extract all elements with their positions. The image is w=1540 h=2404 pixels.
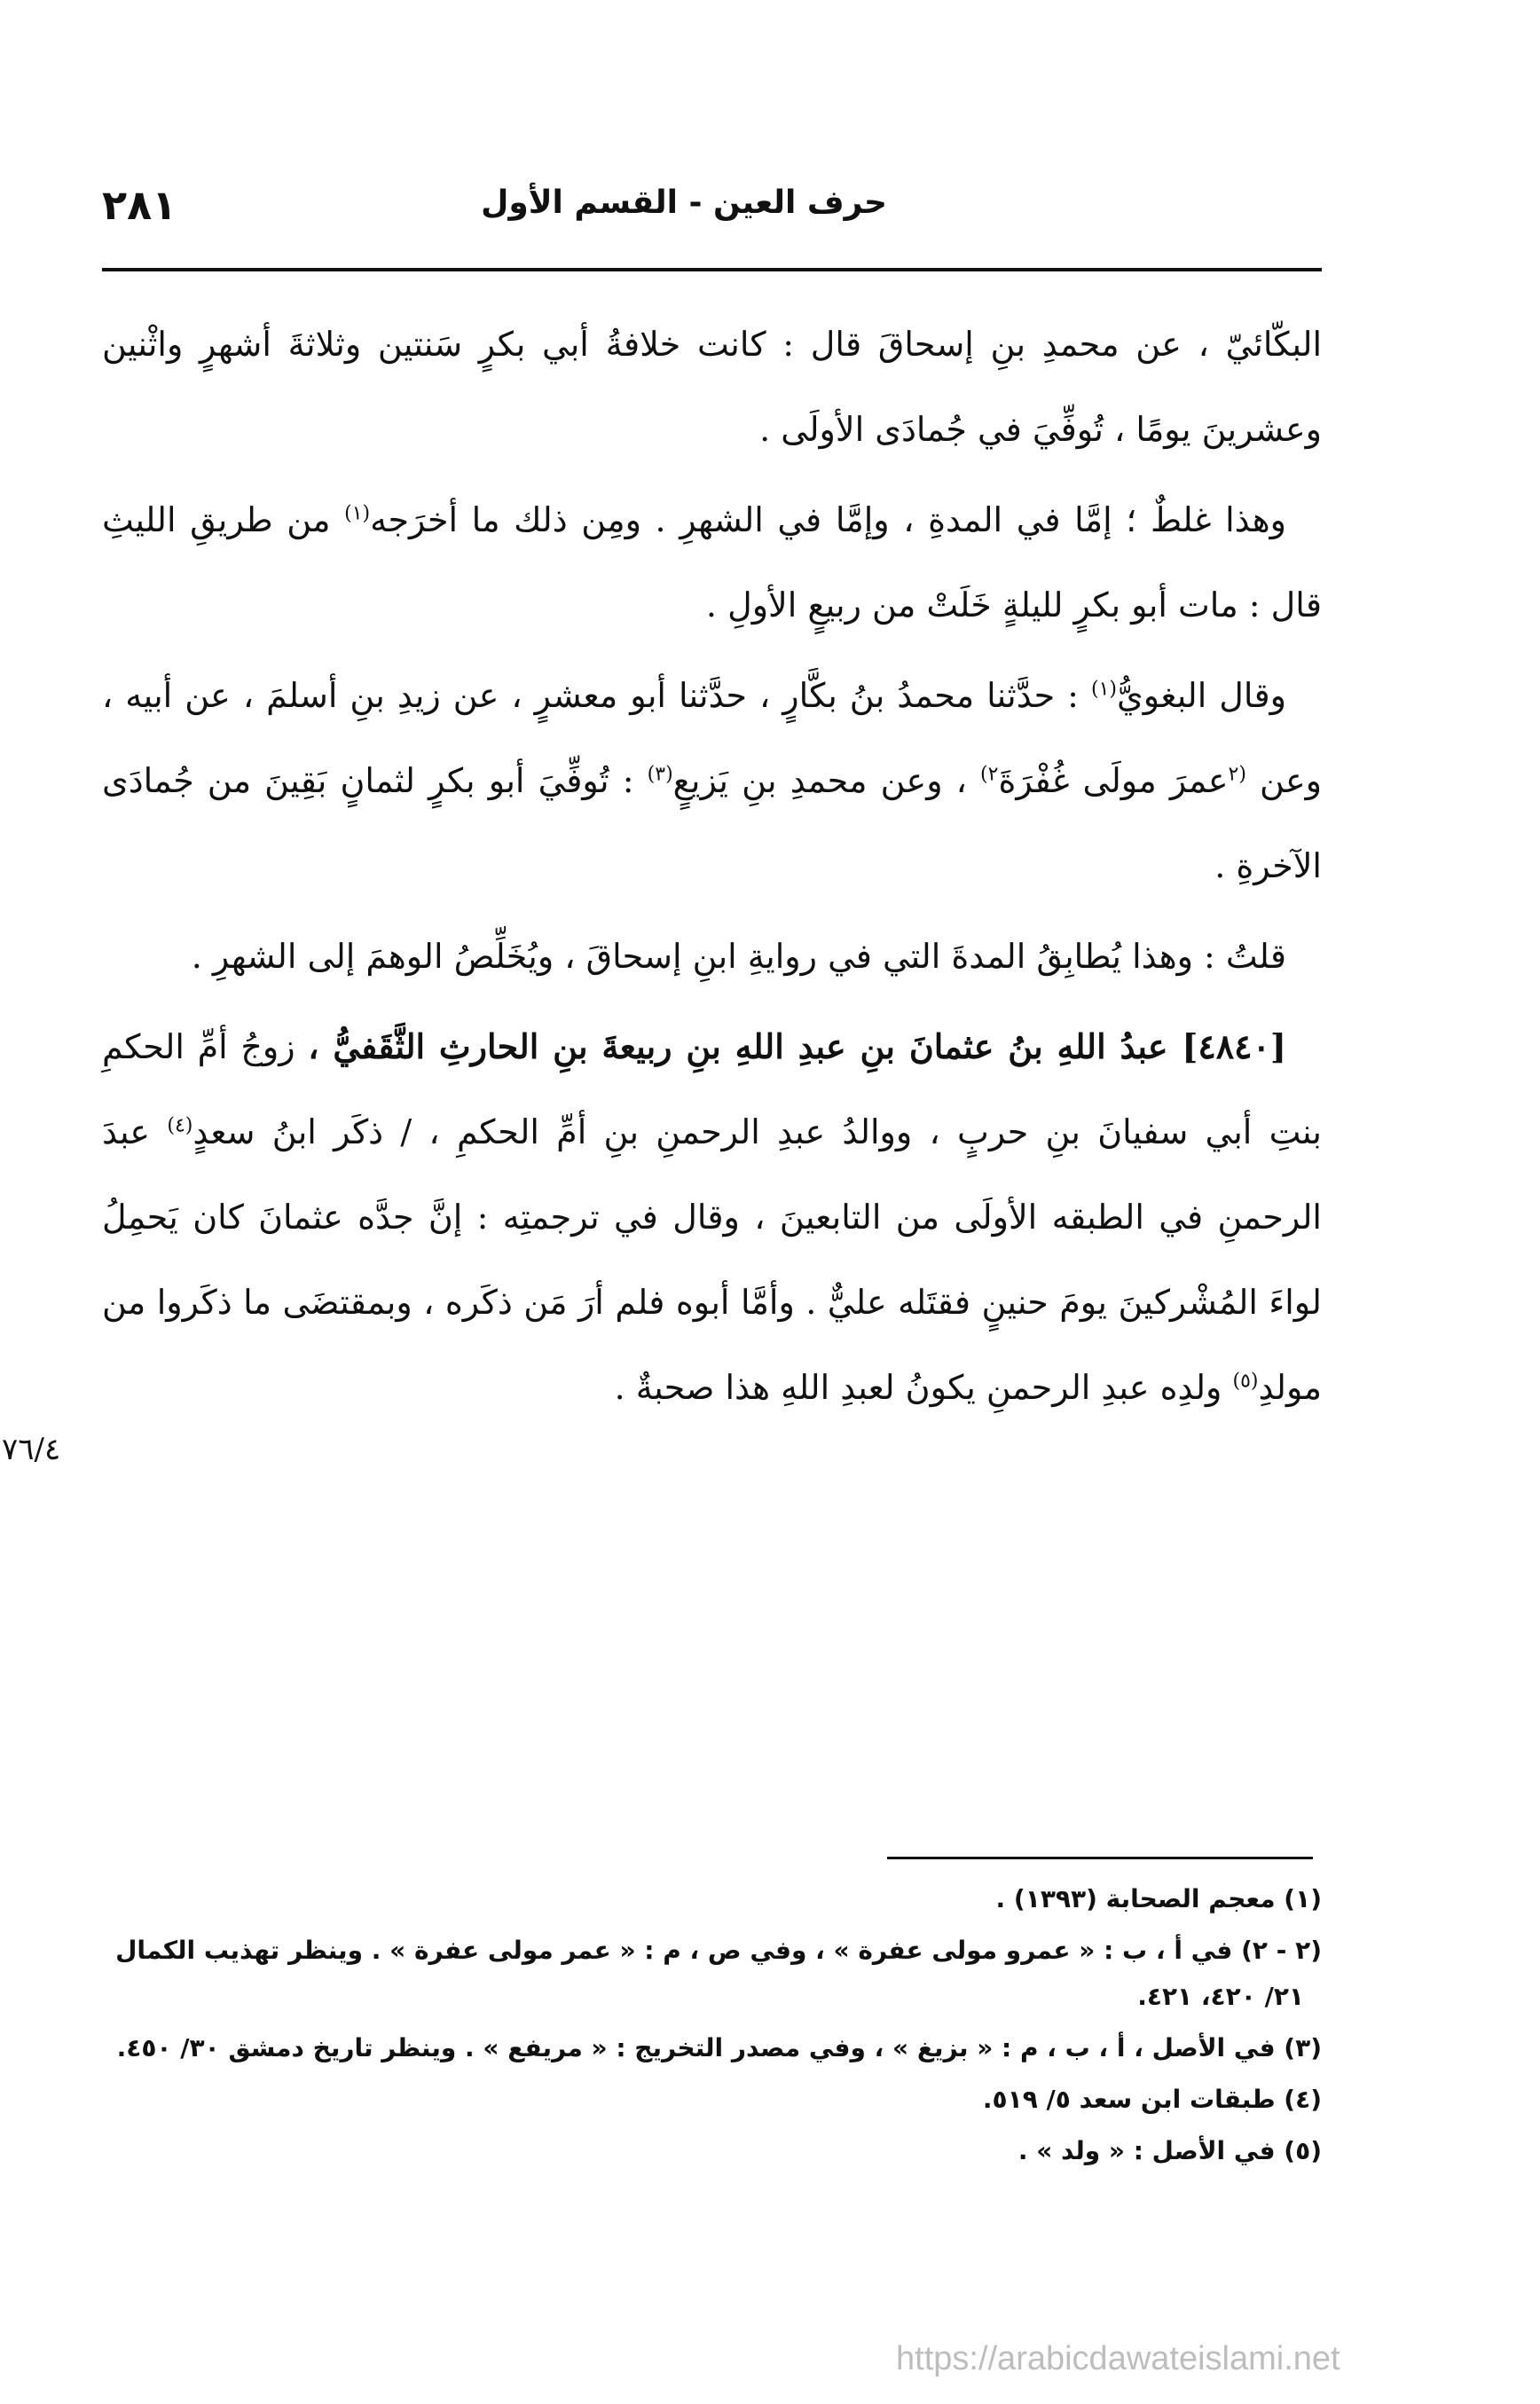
header-rule (102, 268, 1322, 271)
footnote-ref: (٣) (647, 763, 673, 786)
footnote-ref: (١) (1090, 678, 1117, 701)
footnote-2: (٢ - ٢) في أ ، ب : « عمرو مولى عفرة » ، وفي ص ، م : « عمر مولى عفرة » . وينظر تهذيب الكمال ٢١/ ٤٢٠، ٤٢١. (115, 1936, 1322, 2011)
page-number: ٢٨١ (102, 181, 177, 229)
page-header (102, 177, 1322, 248)
footnote-ref: (١) (344, 502, 371, 525)
footnote-4: (٤) طبقات ابن سعد ٥/ ٥١٩. (982, 2085, 1322, 2114)
entry-paragraph: [٤٨٤٠] عبدُ اللهِ بنُ عثمانَ بنِ عبدِ اللهِ بنِ ربيعةَ بنِ الحارثِ الثَّقَفيُّ ، زوجُ أمِّ الحكمِ بنتِ أبي سفيانَ بنِ حربٍ ، ووالدُ عبدِ الرحمنِ بنِ أمِّ الحكمِ ، / ذكَر ابنُ سعدٍ$^{(٤)}$ عبدَ الرحمنِ في الطبقه الأولَى من التابعينَ ، وقال في ترجمتِه : إنَّ جدَّه عثمانَ كان يَحمِلُ لواءَ المُشْركينَ يومَ حنينٍ فقتَله عليٌّ . وأمَّا أبوه فلم أرَ مَن ذكَره ، وبمقتضَى ما ذكَروا من مولدِ$^{(٥)}$ ولدِه عبدِ الرحمنِ يكونُ لعبدِ اللهِ هذا صحبةٌ . (102, 1026, 1322, 1407)
paragraph-4: قلتُ : وهذا يُطابِقُ المدةَ التي في روايةِ ابنِ إسحاقَ ، ويُخَلِّصُ الوهمَ إلى الشهرِ . (191, 937, 1286, 976)
paragraph-1: البكّائيّ ، عن محمدِ بنِ إسحاقَ قال : كانت خلافةُ أبي بكرٍ سَنتين وثلاثةَ أشهرٍ واثْنين وعشرينَ يومًا ، تُوفِّيَ في جُمادَى الأولَى . (102, 325, 1322, 449)
footnote-ref: (٤) (167, 1114, 193, 1137)
footnote-3: (٣) في الأصل ، أ ، ب ، م : « بزيغ » ، وفي مصدر التخريج : « مريفع » . وينظر تاريخ دمشق ٣٠/ ٤٥٠. (116, 2033, 1322, 2062)
watermark-url: https://arabicdawateislami.net (896, 2340, 1340, 2377)
running-title: حرف العين - القسم الأول (481, 185, 887, 221)
footnote-ref: ٢) (980, 763, 999, 786)
footnote-rule (887, 1857, 1313, 1859)
footnote-ref: (٢ (1228, 763, 1246, 786)
footnote-1: (١) معجم الصحابة (١٣٩٣) . (995, 1884, 1322, 1913)
paragraph-3: وقال البغويُّ$^{(١)}$ : حدَّثنا محمدُ بنُ بكَّارٍ ، حدَّثنا أبو معشرٍ ، عن زيدِ بنِ أسلمَ ، عن أبيه ، وعن $^{(٢}$عمرَ مولَى غُفْرَةَ$^{٢)}$ ، وعن محمدِ بنِ يَزيعٍ$^{(٣)}$ : تُوفِّيَ أبو بكرٍ لثمانٍ بَقِينَ من جُمادَى الآخرةِ . (102, 676, 1322, 885)
paragraph-2: وهذا غلطٌ ؛ إمَّا في المدةِ ، وإمَّا في الشهرِ . ومِن ذلك ما أخرَجه$^{(١)}$ من طريقِ الليثِ قال : مات أبو بكرٍ لليلةٍ خَلَتْ من ربيعٍ الأولِ . (102, 500, 1322, 625)
main-text (102, 302, 1322, 1430)
footnotes (102, 1876, 1322, 2180)
footnote-ref: (٥) (1232, 1370, 1259, 1393)
margin-volume-page-note: ٧٦/٤ (2, 1432, 61, 1467)
entry-heading: [٤٨٤٠] عبدُ اللهِ بنُ عثمانَ بنِ عبدِ اللهِ بنِ ربيعةَ بنِ الحارثِ الثَّقَفيُّ ، (308, 1026, 1286, 1066)
footnote-5: (٥) في الأصل : « ولد » . (1018, 2136, 1322, 2165)
